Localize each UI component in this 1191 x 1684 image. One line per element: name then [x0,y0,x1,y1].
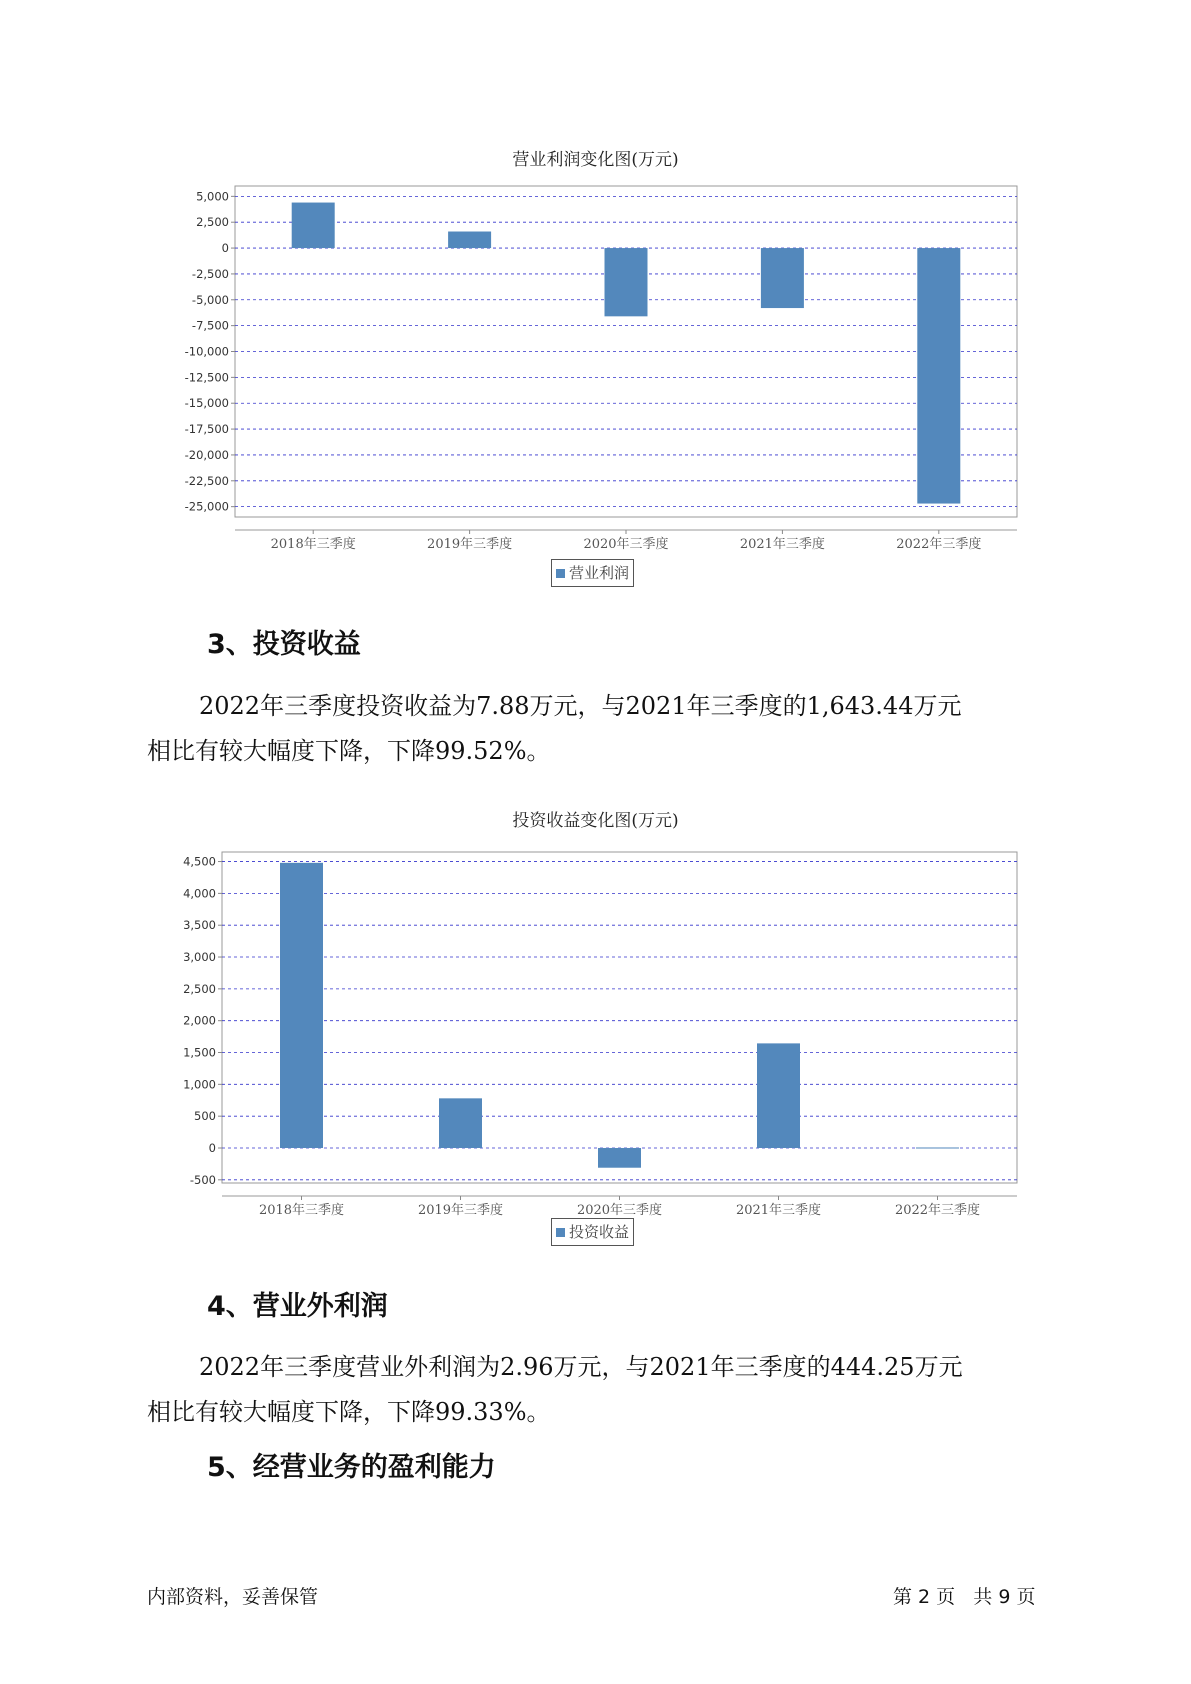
footer-page-number: 第 2 页 共 9 页 [893,1586,1036,1608]
chart2-ytick-label: 3,000 [183,950,216,965]
chart1-category-label: 2019年三季度 [427,537,513,552]
section3-line1-text: 2022年三季度投资收益为7.88万元，与2021年三季度的1,643.44万元 [199,692,962,720]
chart1-category-label: 2018年三季度 [270,537,356,552]
section3-heading: 3、投资收益 [207,629,361,660]
chart1-category-label: 2020年三季度 [583,537,669,552]
chart1-ytick-label: -5,000 [191,292,229,307]
section5-heading: 5、经营业务的盈利能力 [207,1452,496,1483]
chart2-bar [757,1043,800,1148]
chart2-plot-frame [222,852,1017,1183]
chart2-bar [439,1098,482,1148]
chart2-ytick-label: 0 [208,1140,216,1155]
chart2-category-label: 2020年三季度 [576,1203,663,1218]
chart1-title: 营业利润变化图(万元) [512,150,679,170]
chart2-ytick-label: 4,500 [183,854,216,869]
chart1-ytick-label: -20,000 [184,447,229,462]
section4-line2: 相比有较大幅度下降，下降99.33%。 [147,1398,551,1426]
chart1-category-label: 2022年三季度 [896,537,982,552]
legend-swatch-icon [556,1228,565,1237]
chart2-ytick-label: 2,000 [183,1013,216,1028]
chart2-ytick-label: 500 [194,1109,216,1124]
chart1-legend-label: 营业利润 [569,564,630,582]
chart2-legend-label: 投资收益 [569,1223,630,1241]
section4-paragraph [147,1345,1052,1435]
chart1-ytick-label: 2,500 [196,215,229,230]
chart2-ytick-label: 2,500 [183,981,216,996]
chart2-ytick-label: -500 [189,1172,216,1187]
chart2-ytick-label: 4,000 [183,886,216,901]
chart1-ytick-label: -12,500 [184,370,229,385]
chart1-ytick-label: -22,500 [184,473,229,488]
chart2-ytick-label: 1,500 [183,1045,216,1060]
chart1-ytick-label: -10,000 [184,344,229,359]
chart1-ytick-label: -15,000 [184,396,229,411]
chart1-ytick-label: -17,500 [184,422,229,437]
chart1-ytick-label: -2,500 [191,266,229,281]
footer-confidential: 内部资料，妥善保管 [147,1586,319,1608]
chart2-bar [280,863,323,1148]
chart1-ytick-label: -7,500 [191,318,229,333]
section4-line1 [147,1345,1052,1390]
chart2-category-label: 2021年三季度 [735,1203,822,1218]
chart2-title: 投资收益变化图(万元) [512,811,679,831]
section4-line1-text: 2022年三季度营业外利润为2.96万元，与2021年三季度的444.25万元 [199,1353,963,1381]
chart2-legend [551,1218,634,1246]
section4-heading: 4、营业外利润 [207,1291,388,1322]
chart1-ytick-label: -25,000 [184,499,229,514]
section3-line2: 相比有较大幅度下降，下降99.52%。 [147,737,551,765]
chart2-category-label: 2018年三季度 [258,1203,345,1218]
chart1-ytick-label: 0 [221,241,229,256]
chart2-ytick-label: 1,000 [183,1077,216,1092]
chart1-ytick-label: 5,000 [196,189,229,204]
chart2-ytick-label: 3,500 [183,918,216,933]
chart2-bar [598,1148,641,1168]
chart2-bar [916,1147,959,1148]
chart2-category-label: 2022年三季度 [894,1203,981,1218]
chart1-category-label: 2021年三季度 [739,537,825,552]
chart2-category-label: 2019年三季度 [417,1203,504,1218]
